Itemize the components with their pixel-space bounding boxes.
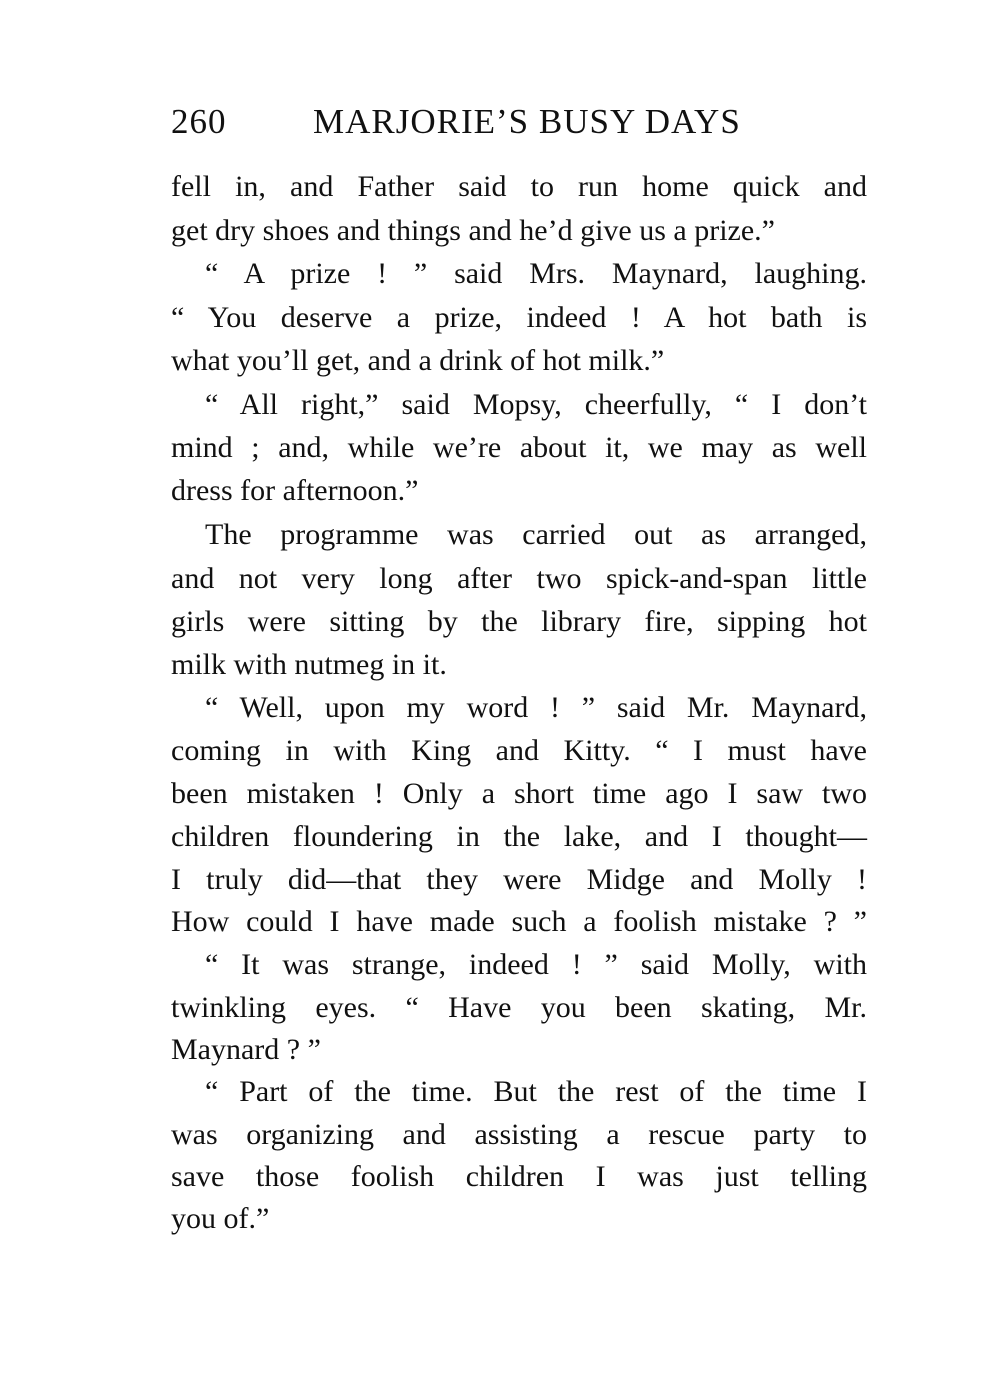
text-line: save those foolish children I was just telling xyxy=(171,1160,867,1193)
text-line: twinkling eyes. “ Have you been skating, Mr. xyxy=(171,991,867,1024)
text-line: girls were sitting by the library fire, sipping hot xyxy=(171,605,867,638)
text-line: and not very long after two spick-and-span little xyxy=(171,562,867,595)
running-title: MARJORIE’S BUSY DAYS xyxy=(313,102,741,141)
text-line: children floundering in the lake, and I thought— xyxy=(171,820,867,853)
text-line: been mistaken ! Only a short time ago I saw two xyxy=(171,777,867,810)
text-line: you of.” xyxy=(171,1202,270,1235)
text-line: get dry shoes and things and he’d give us a prize.” xyxy=(171,214,775,247)
text-line: “ A prize ! ” said Mrs. Maynard, laughing. xyxy=(205,257,867,290)
text-line: “ Part of the time. But the rest of the time I xyxy=(205,1075,867,1108)
text-line: was organizing and assisting a rescue party to xyxy=(171,1118,867,1151)
text-line: How could I have made such a foolish mistake ? ” xyxy=(171,905,867,938)
text-line: The programme was carried out as arranged, xyxy=(205,518,867,551)
text-line: dress for afternoon.” xyxy=(171,474,419,507)
text-line: “ It was strange, indeed ! ” said Molly, with xyxy=(205,948,867,981)
text-line: coming in with King and Kitty. “ I must have xyxy=(171,734,867,767)
page-header xyxy=(171,102,871,146)
text-line: “ All right,” said Mopsy, cheerfully, “ I don’t xyxy=(205,388,867,421)
text-line: fell in, and Father said to run home quick and xyxy=(171,170,867,203)
text-line: milk with nutmeg in it. xyxy=(171,648,447,681)
text-line: I truly did—that they were Midge and Molly ! xyxy=(171,863,867,896)
text-line: mind ; and, while we’re about it, we may as well xyxy=(171,431,867,464)
text-line: what you’ll get, and a drink of hot milk.” xyxy=(171,344,665,377)
text-line: “ You deserve a prize, indeed ! A hot bath is xyxy=(171,301,867,334)
page-number: 260 xyxy=(171,102,227,141)
text-line: “ Well, upon my word ! ” said Mr. Maynard, xyxy=(205,691,867,724)
text-line: Maynard ? ” xyxy=(171,1033,321,1066)
